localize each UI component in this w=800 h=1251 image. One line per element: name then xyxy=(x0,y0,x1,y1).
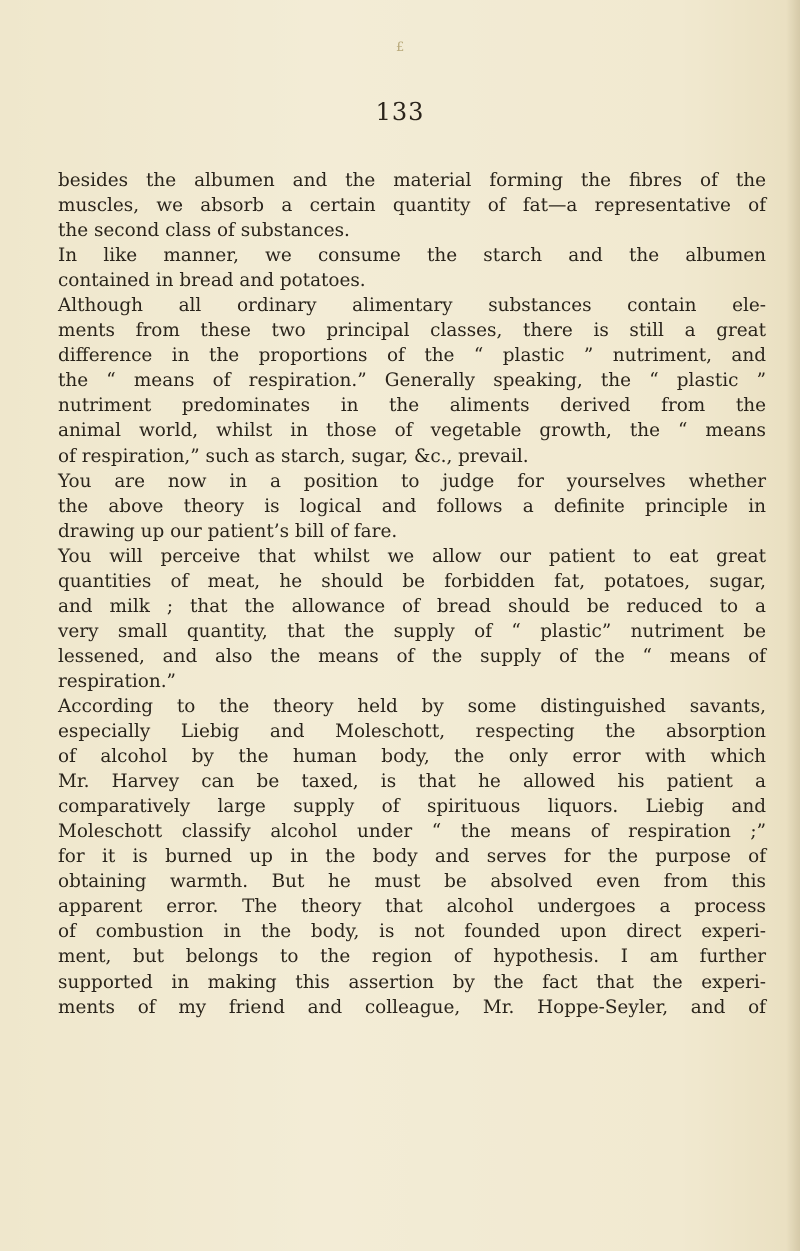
page-edge-shadow xyxy=(786,0,800,1251)
text-line: the second class of substances. xyxy=(58,220,350,242)
text-line: ments from these two principal classes, there is still a great xyxy=(58,320,766,342)
text-line: of combustion in the body, is not founded upon direct experi- xyxy=(58,921,766,943)
text-line: apparent error. The theory that alcohol undergoes a process xyxy=(58,896,766,918)
text-line: According to the theory held by some distinguished savants, xyxy=(58,695,766,717)
text-line: Moleschott classify alcohol under “ the means of respiration ;” xyxy=(58,821,766,843)
text-line: besides the albumen and the material forming the fibres of the xyxy=(58,170,766,191)
text-line: animal world, whilst in those of vegetable growth, the “ means xyxy=(58,420,766,442)
text-line: You will perceive that whilst we allow our patient to eat great xyxy=(58,545,766,567)
text-line: especially Liebig and Moleschott, respecting the absorption xyxy=(58,721,766,743)
text-line: You are now in a position to judge for yourselves whether xyxy=(58,470,766,492)
printer-mark: £ xyxy=(396,40,405,55)
text-line: the above theory is logical and follows a definite principle in xyxy=(58,495,766,517)
text-line: ment, but belongs to the region of hypothesis. I am further xyxy=(58,946,766,968)
text-line: the “ means of respiration.” Generally speaking, the “ plastic ” xyxy=(58,370,766,392)
text-line: nutriment predominates in the aliments derived from the xyxy=(58,395,766,417)
text-line: for it is burned up in the body and serves for the purpose of xyxy=(58,846,766,868)
text-line: muscles, we absorb a certain quantity of fat—a representative of xyxy=(58,195,766,217)
text-line: drawing up our patient’s bill of fare. xyxy=(58,520,398,542)
page-number: 133 xyxy=(375,98,425,126)
text-line: difference in the proportions of the “ plastic ” nutriment, and xyxy=(58,345,766,367)
text-line: respiration.” xyxy=(58,670,176,692)
text-line: supported in making this assertion by the fact that the experi- xyxy=(58,971,766,993)
text-line: very small quantity, that the supply of “ plastic” nutriment be xyxy=(58,620,766,642)
text-line: Although all ordinary alimentary substances contain ele- xyxy=(58,295,766,317)
text-line: contained in bread and potatoes. xyxy=(58,270,366,292)
text-line: comparatively large supply of spirituous liquors. Liebig and xyxy=(58,796,766,818)
text-line: ments of my friend and colleague, Mr. Hoppe-Seyler, and of xyxy=(58,996,766,1018)
text-line: quantities of meat, he should be forbidden fat, potatoes, sugar, xyxy=(58,570,766,592)
text-line: lessened, and also the means of the supply of the “ means of xyxy=(58,645,766,667)
text-line: of respiration,” such as starch, sugar, &c., prevail. xyxy=(58,445,529,467)
text-line: Mr. Harvey can be taxed, is that he allowed his patient a xyxy=(58,771,766,793)
text-line: In like manner, we consume the starch and the albumen xyxy=(58,245,766,267)
text-line: of alcohol by the human body, the only error with which xyxy=(58,746,766,768)
text-line: obtaining warmth. But he must be absolved even from this xyxy=(58,871,766,893)
text-line: and milk ; that the allowance of bread should be reduced to a xyxy=(58,595,766,617)
body-text xyxy=(58,168,766,1020)
